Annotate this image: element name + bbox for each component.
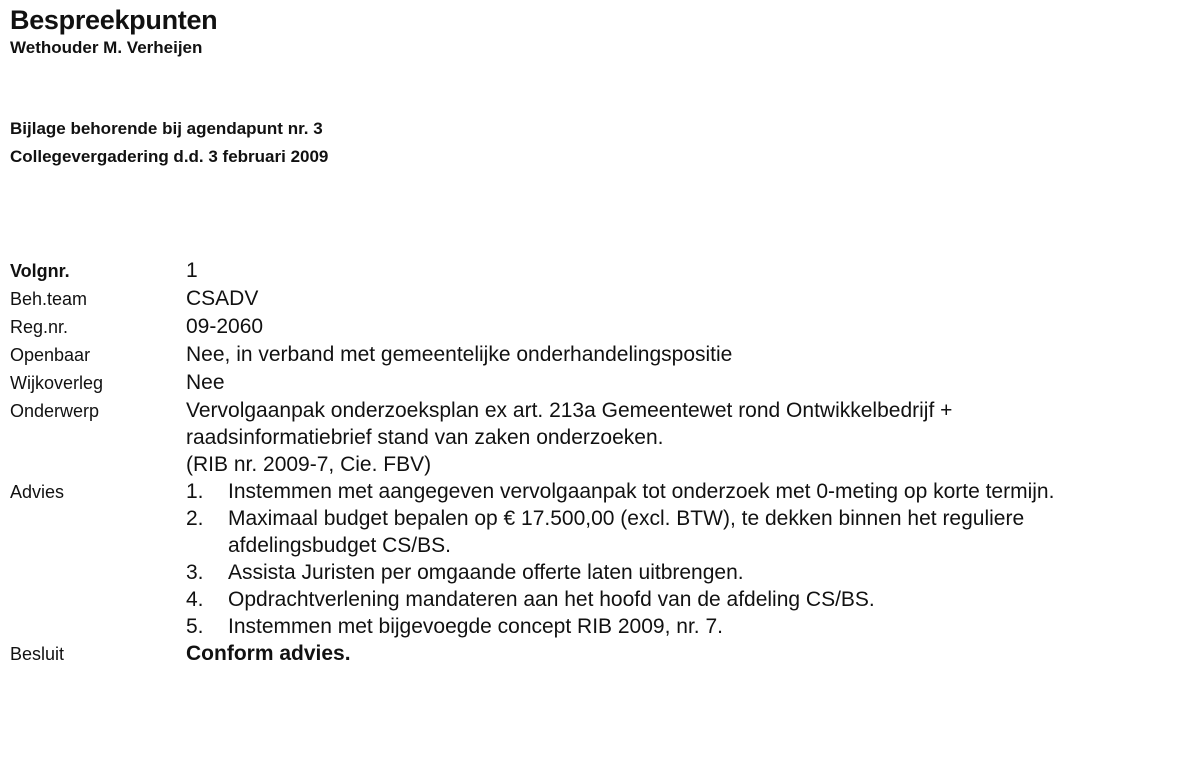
attachment-info <box>10 115 328 171</box>
field-value-onderwerp <box>186 397 1190 478</box>
field-value-wijkoverleg: Nee <box>186 371 225 394</box>
advice-text: Instemmen met bijgevoegde concept RIB 2009, nr. 7. <box>228 615 723 638</box>
field-label-wijkoverleg: Wijkoverleg <box>10 373 104 393</box>
field-value-regnr: 09-2060 <box>186 315 264 338</box>
advice-item-4 <box>186 586 1190 613</box>
field-label-besluit: Besluit <box>10 644 65 664</box>
field-row-behteam <box>10 285 1190 313</box>
field-value-advies <box>186 478 1190 640</box>
field-row-wijkoverleg <box>10 369 1190 397</box>
advice-number: 2. <box>186 507 204 530</box>
onderwerp-line-3: (RIB nr. 2009-7, Cie. FBV) <box>186 453 432 476</box>
field-value-besluit: Conform advies. <box>186 642 351 665</box>
advice-list <box>186 478 1190 640</box>
field-label-regnr: Reg.nr. <box>10 317 69 337</box>
field-row-regnr <box>10 313 1190 341</box>
field-value-openbaar: Nee, in verband met gemeentelijke onderhandelingspositie <box>186 343 733 366</box>
field-row-besluit <box>10 640 1190 668</box>
advice-item-5 <box>186 613 1190 640</box>
field-label-advies: Advies <box>10 482 65 502</box>
attachment-meeting-line: Collegevergadering d.d. 3 februari 2009 <box>10 147 329 166</box>
page-subtitle: Wethouder M. Verheijen <box>10 38 203 57</box>
document-header <box>10 4 217 60</box>
field-row-openbaar <box>10 341 1190 369</box>
attachment-agenda-line: Bijlage behorende bij agendapunt nr. 3 <box>10 119 323 138</box>
field-label-onderwerp: Onderwerp <box>10 401 100 421</box>
advice-text: Maximaal budget bepalen op € 17.500,00 (excl. BTW), te dekken binnen het reguliere afdelingsbudget CS/BS. <box>228 507 1025 557</box>
onderwerp-line-1: Vervolgaanpak onderzoeksplan ex art. 213a Gemeentewet rond Ontwikkelbedrijf + <box>186 399 953 422</box>
advice-text: Opdrachtverlening mandateren aan het hoofd van de afdeling CS/BS. <box>228 588 875 611</box>
field-row-onderwerp <box>10 397 1190 478</box>
advice-number: 1. <box>186 480 204 503</box>
field-value-volgnr: 1 <box>186 259 198 282</box>
advice-text: Assista Juristen per omgaande offerte laten uitbrengen. <box>228 561 744 584</box>
advice-item-3 <box>186 559 1190 586</box>
field-value-behteam: CSADV <box>186 287 259 310</box>
field-row-volgnr <box>10 257 1190 285</box>
advice-number: 3. <box>186 561 204 584</box>
field-label-behteam: Beh.team <box>10 289 88 309</box>
advice-number: 4. <box>186 588 204 611</box>
page-title: Bespreekpunten <box>10 5 218 35</box>
advice-item-2 <box>186 505 1190 559</box>
field-row-advies <box>10 478 1190 640</box>
field-label-volgnr: Volgnr. <box>10 261 70 281</box>
onderwerp-line-2: raadsinformatiebrief stand van zaken onderzoeken. <box>186 426 664 449</box>
fields-table <box>10 257 1190 668</box>
advice-text: Instemmen met aangegeven vervolgaanpak tot onderzoek met 0-meting op korte termijn. <box>228 480 1055 503</box>
advice-number: 5. <box>186 615 204 638</box>
field-label-openbaar: Openbaar <box>10 345 91 365</box>
advice-item-1 <box>186 478 1190 505</box>
